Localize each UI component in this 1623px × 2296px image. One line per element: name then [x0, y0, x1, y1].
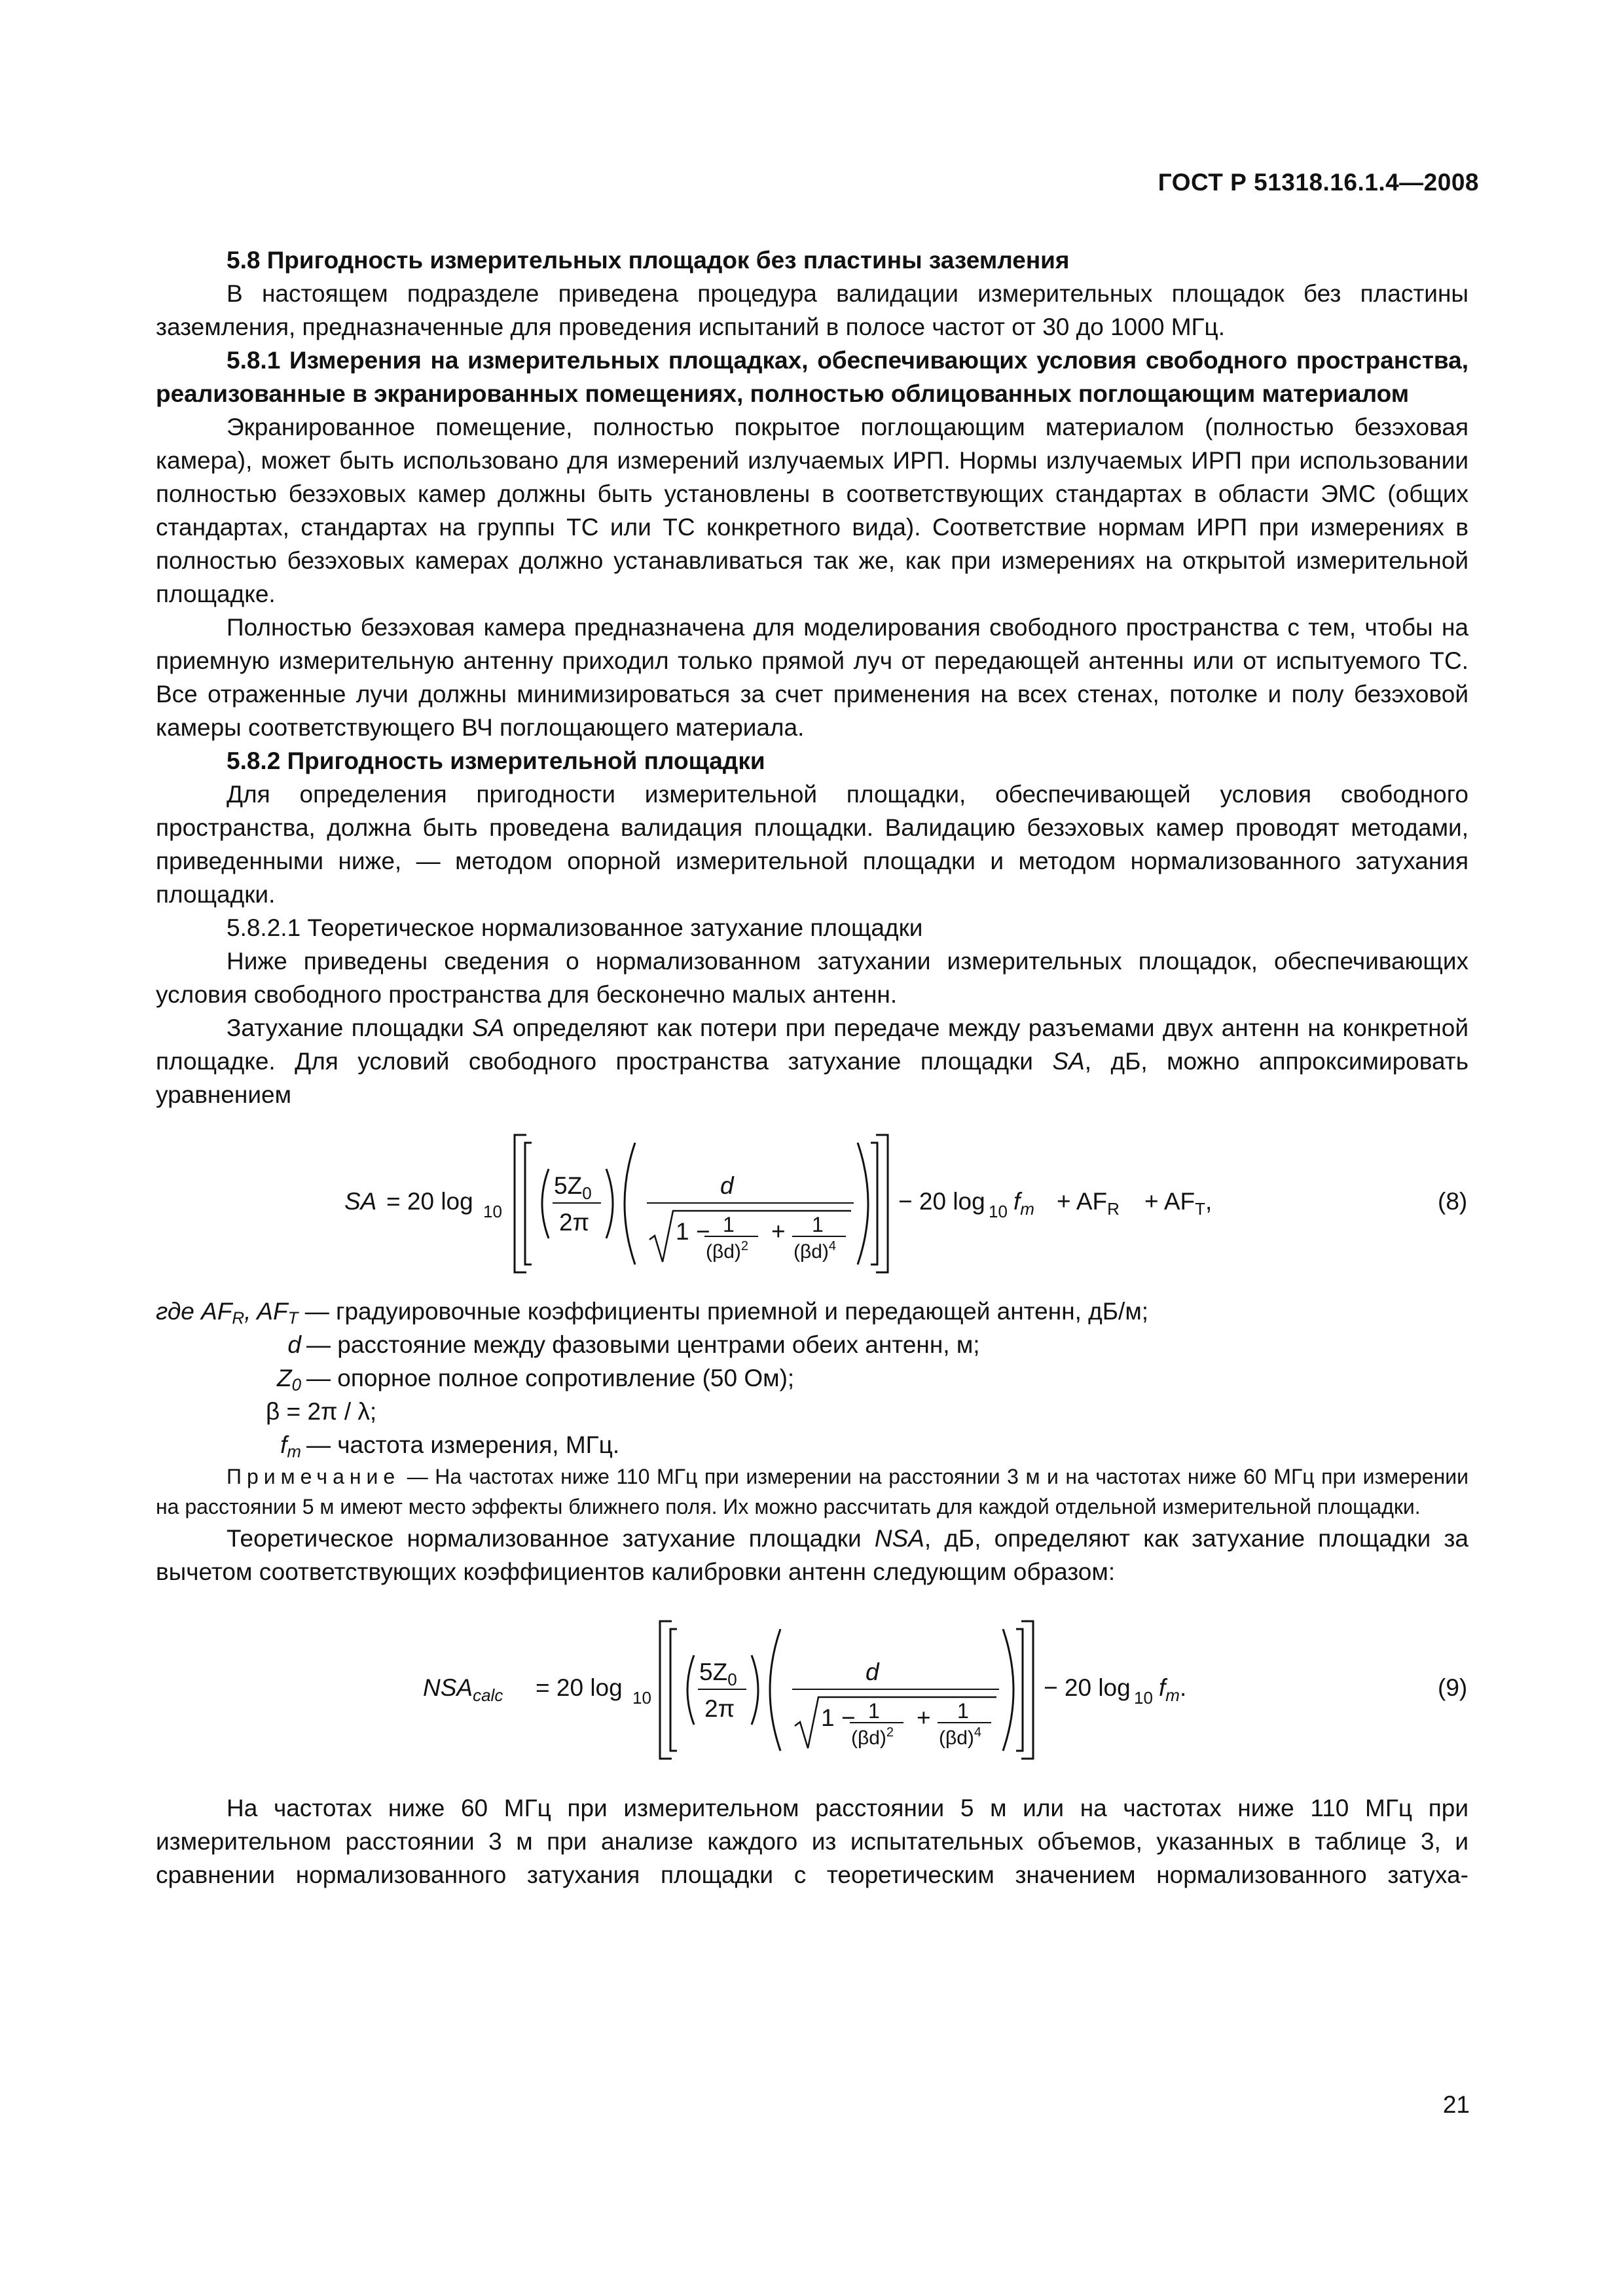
symbol-fm: $f_m$. [1159, 1674, 1187, 1705]
tail-log-base: 10 [1134, 1688, 1153, 1708]
definition-symbol: где $AF_R$, $AF_T$ [156, 1298, 299, 1328]
definition-text: — опорное полное сопротивление (50 Ом); [306, 1365, 795, 1391]
definition-text: — расстояние между фазовыми центрами обеих антенн, м; [306, 1331, 980, 1358]
af-r-term: + $AF_R$ [1057, 1188, 1120, 1219]
symbol-sa: SA [472, 1014, 505, 1041]
closing-paragraph: На частотах ниже 60 МГц при измерительном расстоянии 5 м или на частотах ниже 110 МГц при измерительном расстоянии 3 м при анализе каждого из испытательных объемов, указанных в таблице 3, и сравнении нормализованного затухания площадки с теоретическим значением нормализованного затуха- [156, 1795, 1468, 1888]
definition-beta [156, 1395, 1468, 1428]
document-body [156, 243, 1468, 1892]
beta-d-fourth: $(\beta d)^4$ [939, 1725, 982, 1749]
section-5-8-2-paragraph-1: Для определения пригодности измерительной площадки, обеспечивающей условия свободного пространства, должна быть проведена валидация площадки. Валидацию безэховых камер проводят методами, приведенными ниже, — методом опорной измерительной площадки и методом нормализованного затухания площадки. [156, 781, 1468, 908]
definition-text: — частота измерения, МГц. [306, 1431, 620, 1458]
symbol-d: d [866, 1659, 879, 1685]
definition-text: — градуировочные коэффициенты приемной и передающей антенн, дБ/м; [298, 1298, 1149, 1325]
definition-symbol: $Z_0$ [276, 1365, 301, 1395]
formula-9 [156, 1615, 1468, 1765]
formula-equals-log: = 20 log [536, 1674, 623, 1701]
section-5-8-2-1-title: 5.8.2.1 Теоретическое нормализованное затухание площадки [227, 914, 923, 941]
equation-number-9: (9) [1438, 1674, 1468, 1701]
beta-d-squared: $(\beta d)^2$ [706, 1239, 749, 1263]
definition-symbol: d [287, 1331, 301, 1358]
fraction-denominator: 2π [704, 1695, 735, 1722]
inner-num-2: 1 [812, 1213, 824, 1236]
section-5-8-1-title: 5.8.1 Измерения на измерительных площадках, обеспечивающих условия свободного пространства, реализованные в экранированных помещениях, полностью облицованных поглощающим материалом [156, 347, 1468, 407]
fraction-numerator: $5Z_0$ [699, 1659, 737, 1689]
inner-num-1: 1 [723, 1213, 735, 1236]
one-minus: 1 − [821, 1704, 856, 1731]
formula-log-base: 10 [483, 1202, 502, 1221]
one-minus: 1 − [676, 1218, 710, 1245]
formula-9-graphic [156, 1615, 1468, 1765]
beta-d-squared: $(\beta d)^2$ [851, 1725, 894, 1749]
section-5-8-1-paragraph-1: Экранированное помещение, полностью покрытое поглощающим материалом (полностью безэховая камера), может быть использовано для измерений излучаемых ИРП. Нормы излучаемых ИРП при использовании полностью безэховых камер должны быть установлены в соответствующих стандартах в области ЭМС (общих стандартах, стандартах на группы ТС или ТС конкретного вида). Соответствие нормам ИРП при измерениях в полностью безэховых камерах должно устанавливаться так же, как при измерениях на открытой измерительной площадке. [156, 414, 1468, 607]
equation-number-8: (8) [1438, 1188, 1468, 1215]
formula-log-base: 10 [632, 1688, 651, 1708]
definitions-list [156, 1295, 1468, 1462]
fraction-numerator: $5Z_0$ [554, 1172, 592, 1203]
formula-equals-log: = 20 log [386, 1188, 473, 1215]
nsa-intro: Теоретическое нормализованное затухание площадки NSA, дБ, определяют как затухание площадки за вычетом соответствующих коэффициентов калибровки антенн следующим образом: [156, 1525, 1468, 1585]
note-text: — На частотах ниже 110 МГц при измерении на расстоянии 3 м и на частотах ниже 60 МГц при измерении на расстоянии 5 м имеют место эффекты ближнего поля. Их можно рассчитать для каждой отдельной измерительной площадки. [156, 1465, 1468, 1518]
standard-header: ГОСТ Р 51318.16.1.4—2008 [1158, 169, 1479, 196]
definition-symbol: $f_m$ [280, 1431, 301, 1462]
tail-log-base: 10 [989, 1202, 1008, 1221]
formula-tail-log: − 20 log [1044, 1674, 1131, 1701]
note [156, 1462, 1468, 1522]
symbol-sa: SA [1052, 1048, 1085, 1075]
definition-symbol: β = 2π / λ; [266, 1398, 377, 1425]
af-t-term: + $AF_T$, [1144, 1188, 1213, 1219]
inner-num-1: 1 [868, 1699, 880, 1723]
plus-sign: + [771, 1218, 786, 1245]
definition-z0 [156, 1361, 1468, 1395]
fraction-denominator: 2π [559, 1209, 590, 1236]
formula-lhs: $NSA_{calc}$ [423, 1674, 503, 1705]
symbol-nsa: NSA [874, 1525, 924, 1552]
symbol-d: d [720, 1172, 734, 1199]
formula-8 [156, 1128, 1468, 1278]
definition-d [156, 1328, 1468, 1361]
text-fragment: определяют как потери при передаче между разъемами двух антенн на конкретной площадке. Для условий свободного пространства затухание площадки [156, 1014, 1468, 1075]
definition-af [156, 1295, 1468, 1328]
plus-sign: + [917, 1704, 931, 1731]
definition-fm [156, 1428, 1468, 1462]
section-5-8-1-paragraph-2: Полностью безэховая камера предназначена для моделирования свободного пространства с тем, чтобы на приемную измерительную антенну приходил только прямой луч от передающей антенны или от испытуемого ТС. Все отраженные лучи должны минимизироваться за счет применения на всех стенах, потолке и полу безэховой камеры соответствующего ВЧ поглощающего материала. [156, 614, 1468, 741]
text-fragment: Затухание площадки [227, 1014, 473, 1041]
symbol-fm: $f_m$ [1013, 1188, 1034, 1219]
section-5-8-text: В настоящем подразделе приведена процедура валидации измерительных площадок без пластины заземления, предназначенные для проведения испытаний в полосе частот от 30 до 1000 МГц. [156, 280, 1468, 340]
section-5-8-2-title: 5.8.2 Пригодность измерительной площадки [227, 747, 765, 774]
beta-d-fourth: $(\beta d)^4$ [793, 1239, 837, 1263]
note-prefix: Примечание [227, 1465, 401, 1488]
inner-num-2: 1 [957, 1699, 969, 1723]
formula-8-graphic [156, 1128, 1468, 1278]
section-5-8-2-1-paragraph-1: Ниже приведены сведения о нормализованном затухании измерительных площадок, обеспечивающих условия свободного пространства для бесконечно малых антенн. [156, 948, 1468, 1008]
formula-lhs: SA [344, 1188, 377, 1215]
section-5-8-title: 5.8 Пригодность измерительных площадок без пластины заземления [227, 247, 1070, 274]
page-number: 21 [1442, 2091, 1470, 2118]
formula-tail-log: − 20 log [898, 1188, 985, 1215]
text-fragment: , дБ, можно аппроксимировать уравнением [156, 1048, 1468, 1108]
section-5-8-2-1-paragraph-2 [156, 1011, 1468, 1111]
